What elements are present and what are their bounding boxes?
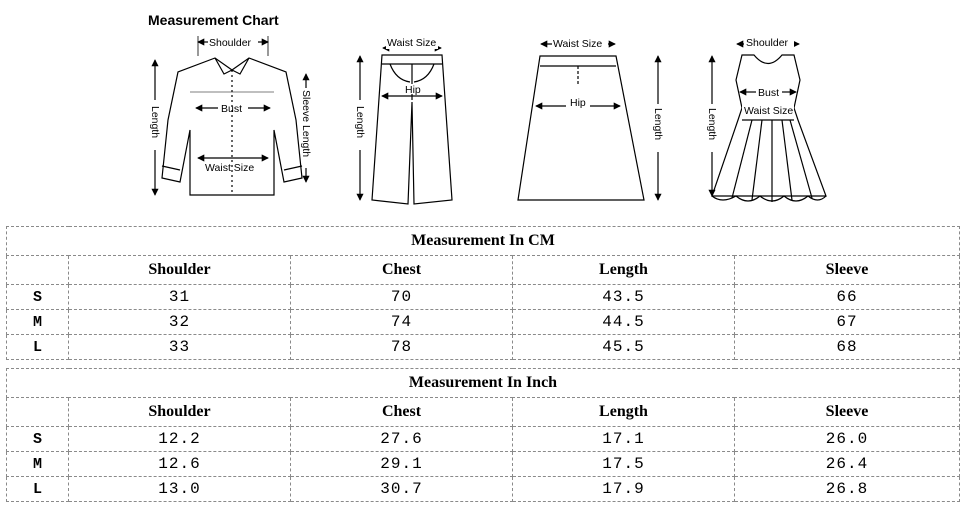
dress-waist-label: Waist Size	[744, 105, 794, 117]
header-chest: Chest	[291, 398, 513, 427]
table-row	[7, 335, 960, 360]
skirt-diagram	[518, 37, 664, 200]
header-chest: Chest	[291, 256, 513, 285]
length-cell: 44.5	[513, 310, 735, 335]
header-size	[7, 398, 69, 427]
sleeve-cell: 67	[735, 310, 960, 335]
shoulder-cell: 13.0	[69, 477, 291, 502]
chest-cell: 74	[291, 310, 513, 335]
dress-bust-label: Bust	[758, 87, 780, 99]
measurement-chart-title: Measurement Chart	[148, 12, 279, 28]
size-cell: S	[7, 285, 69, 310]
header-size	[7, 256, 69, 285]
measurement-table-inch	[6, 368, 960, 502]
pants-waist-label: Waist Size	[387, 37, 437, 49]
chest-cell: 70	[291, 285, 513, 310]
sleeve-cell: 26.8	[735, 477, 960, 502]
shirt-length-label: Length	[149, 106, 161, 139]
pants-diagram	[354, 36, 452, 204]
sleeve-cell: 66	[735, 285, 960, 310]
pants-hip-label: Hip	[405, 84, 421, 96]
sleeve-cell: 26.0	[735, 427, 960, 452]
shirt-waist-label: Waist Size	[205, 162, 255, 174]
measurement-table-cm	[6, 226, 960, 360]
length-cell: 43.5	[513, 285, 735, 310]
shoulder-cell: 12.6	[69, 452, 291, 477]
chest-cell: 27.6	[291, 427, 513, 452]
size-cell: M	[7, 310, 69, 335]
chest-cell: 78	[291, 335, 513, 360]
table-header-row	[7, 398, 960, 427]
size-cell: M	[7, 452, 69, 477]
skirt-waist-label: Waist Size	[553, 38, 603, 50]
shirt-diagram	[149, 36, 312, 195]
header-sleeve: Sleeve	[735, 398, 960, 427]
table-row	[7, 285, 960, 310]
table-title-inch: Measurement In Inch	[7, 369, 960, 398]
shoulder-cell: 12.2	[69, 427, 291, 452]
length-cell: 17.9	[513, 477, 735, 502]
size-cell: L	[7, 477, 69, 502]
size-cell: S	[7, 427, 69, 452]
garment-diagrams	[0, 0, 962, 222]
shirt-bust-label: Bust	[221, 103, 243, 115]
dress-length-label: Length	[706, 108, 718, 141]
sleeve-cell: 68	[735, 335, 960, 360]
header-length: Length	[513, 398, 735, 427]
table-row	[7, 427, 960, 452]
header-sleeve: Sleeve	[735, 256, 960, 285]
sleeve-cell: 26.4	[735, 452, 960, 477]
table-title-cm: Measurement In CM	[7, 227, 960, 256]
skirt-hip-label: Hip	[570, 97, 586, 109]
size-cell: L	[7, 335, 69, 360]
length-cell: 17.5	[513, 452, 735, 477]
header-length: Length	[513, 256, 735, 285]
length-cell: 45.5	[513, 335, 735, 360]
shoulder-cell: 32	[69, 310, 291, 335]
pants-length-label: Length	[354, 106, 366, 139]
chest-cell: 29.1	[291, 452, 513, 477]
shoulder-cell: 33	[69, 335, 291, 360]
table-row	[7, 310, 960, 335]
chest-cell: 30.7	[291, 477, 513, 502]
shoulder-cell: 31	[69, 285, 291, 310]
table-header-row	[7, 256, 960, 285]
table-row	[7, 477, 960, 502]
length-cell: 17.1	[513, 427, 735, 452]
shirt-sleeve-label: Sleeve Length	[300, 90, 312, 158]
header-shoulder: Shoulder	[69, 256, 291, 285]
skirt-length-label: Length	[652, 108, 664, 141]
header-shoulder: Shoulder	[69, 398, 291, 427]
shirt-shoulder-label: Shoulder	[209, 37, 252, 49]
table-row	[7, 452, 960, 477]
dress-diagram	[706, 36, 826, 202]
dress-shoulder-label: Shoulder	[746, 37, 789, 49]
